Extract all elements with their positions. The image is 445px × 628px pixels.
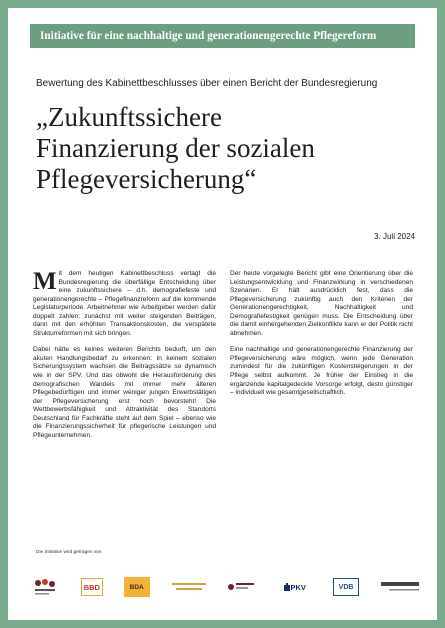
title-line-2: Finanzierung der sozialen <box>36 133 315 163</box>
wordmark-lines-icon <box>236 582 254 592</box>
logo-pkv <box>276 575 312 599</box>
logo-vdb: VDB <box>333 578 359 596</box>
document-title <box>36 102 416 195</box>
circle-icon <box>228 584 234 590</box>
logo-bda: BDA <box>124 577 150 597</box>
logo-bbd: BBD <box>81 578 103 596</box>
hand-logo-icon <box>283 582 291 592</box>
logo-8 <box>380 575 420 599</box>
body-column-left <box>33 270 216 448</box>
document-date: 3. Juli 2024 <box>374 232 415 241</box>
logo-1 <box>30 575 60 599</box>
paragraph: Dabei hätte es keines weiteren Berichts bedurft, um den akuten Handlungsbedarf zu erkennen: In keinem sozialen Sicherungssystem wachsen die Beitragssätze so dynamisch wie in der SPV. Und das obwohl die Herausforderung des demografischen Wandels mit immer mehr älteren Pflegebedürftigen und immer weniger jungen Erwerbstätigen der Pflegeversicherung erst noch bevorsteht! Die Wettbewerbsfähigkeit und Attraktivität des Standorts Deutschland für Fachkräfte steht auf dem Spiel – ebenso wie die Finanzierungssicherheit für pflegerische Leistungen und Pflegeunternehmen. <box>33 346 216 439</box>
document-subtitle: Bewertung des Kabinettbeschlusses über einen Bericht der Bundesregierung <box>36 78 378 89</box>
supported-by-label: Die Initiative wird getragen von <box>36 550 102 555</box>
document-page <box>16 14 429 614</box>
paragraph <box>33 270 216 338</box>
logo-pkv-text: PKV <box>290 582 306 592</box>
paragraph: Eine nachhaltige und generationengerechte Finanzierung der Pflegeversicherung wäre möglich, wenn jede Generation zumindest für die zukünftigen Kostensteigerungen in der Pflege selbst aufkommt. Je früher der Einstieg in die ergänzende kapitalgedeckte Vorsorge erfolgt, desto günstiger – individuell wie gesamtgesellschaftlich. <box>230 346 413 397</box>
drop-cap: M <box>33 268 57 295</box>
title-line-1: „Zukunftssichere <box>36 102 222 132</box>
paragraph-text: it dem heutigen Kabinettbeschluss vertagt die Bundesregierung die überfällige Entscheidung über eine zukunftssichere – d.h. demografiefeste und generationengerechte – Pflegefinanzreform auf die kommende Legislaturperiode. Arbeitnehmer wie Arbeitgeber werden dafür doppelt zahlen: zunächst mit weiter steigenden Beiträgen, dann mit den erhöhten Transaktionskosten, die verspätete Strukturreformen mit sich bringen. <box>33 270 216 337</box>
supporter-logos <box>30 572 420 602</box>
paragraph: Der heute vorgelegte Bericht gibt eine Orientierung über die Leistungsentwicklung und Finanzwirkung in verschiedenen Szenarien. Er hält ausdrücklich fest, dass die Pflegeversicherung zukünftig auch den Kriterien der Generationengerechtigkeit, Nachhaltigkeit und Demografiefestigkeit genügen muss. Die Entscheidung über die damit einhergehenden Zielkonflikte kann er der Politik nicht abnehmen. <box>230 270 413 337</box>
wordmark-logo-icon <box>381 580 419 594</box>
logo-5 <box>227 575 255 599</box>
figure-logo-icon <box>32 577 58 597</box>
wordmark-logo-icon <box>172 580 206 594</box>
initiative-banner: Initiative für eine nachhaltige und generationengerechte Pflegereform <box>30 24 415 48</box>
logo-4 <box>171 575 207 599</box>
body-column-right <box>230 270 413 406</box>
title-line-3: Pflegeversicherung“ <box>36 164 257 194</box>
